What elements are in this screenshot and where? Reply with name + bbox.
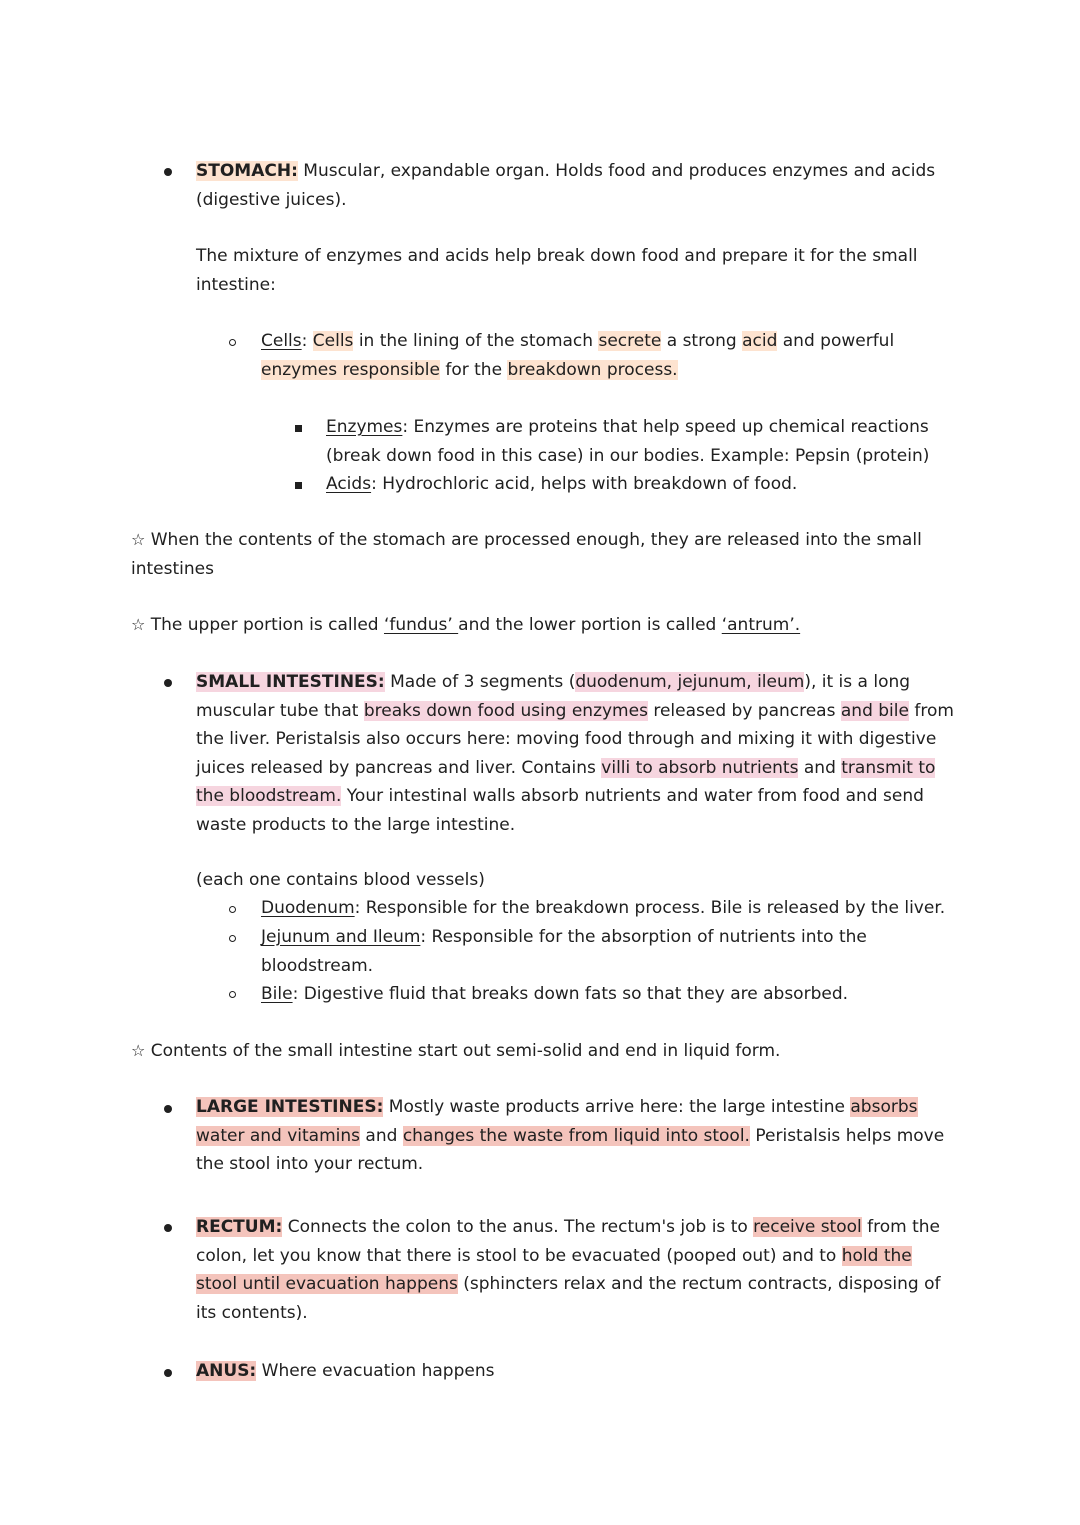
stomach-text: Muscular, expandable organ. Holds food and produces enzymes and acids (digestive juices). [196, 161, 936, 210]
anus-text: Where evacuation happens [256, 1361, 495, 1381]
star-icon: ☆ [131, 1041, 146, 1060]
highlight: hold the stool until evacuation happens [196, 1245, 912, 1294]
small-text: and [798, 757, 842, 778]
small-intestines-item [196, 668, 956, 839]
highlight: changes the waste from liquid into stool. [402, 1125, 750, 1146]
duodenum-text: : Responsible for the breakdown process. Bile is released by the liver. [354, 898, 946, 918]
circle-bullet-icon [229, 339, 236, 346]
jejunum-text: : Responsible for the absorption of nutrients into the bloodstream. [261, 927, 867, 976]
duodenum-label: Duodenum [261, 898, 355, 918]
stomach-item [196, 157, 946, 214]
square-bullet-icon [295, 482, 302, 489]
highlight: and bile [840, 700, 909, 721]
large-intestines-item [196, 1093, 956, 1179]
highlight: secrete [598, 331, 662, 351]
highlight: transmit to the bloodstream. [196, 757, 936, 806]
note-text: and the lower portion is called [458, 615, 722, 635]
stomach-paragraph: The mixture of enzymes and acids help break down food and prepare it for the small intestine: [196, 246, 918, 295]
highlight: acid [742, 331, 778, 351]
cells-text: in the lining of the stomach [353, 331, 599, 351]
large-text: and [360, 1125, 403, 1146]
enzymes-item [326, 413, 946, 470]
cells-label: Cells [261, 331, 302, 351]
star-icon: ☆ [131, 530, 146, 549]
circle-bullet-icon [229, 935, 236, 942]
small-text: Your intestinal walls absorb nutrients and water from food and send waste products to the large intestine. [196, 786, 924, 835]
bullet-icon [164, 679, 172, 687]
highlight: Cells [312, 331, 354, 351]
cells-text: a strong [661, 331, 743, 351]
small-intestines-term: SMALL INTESTINES: [196, 672, 385, 692]
rectum-text: Connects the colon to the anus. The rectum's job is to [282, 1217, 754, 1237]
bullet-icon [164, 168, 172, 176]
rectum-text: (sphincters relax and the rectum contracts, disposing of its contents). [196, 1274, 941, 1323]
bullet-icon [164, 1224, 172, 1232]
note-text: Contents of the small intestine start out semi-solid and end in liquid form. [145, 1041, 781, 1061]
star-icon: ☆ [131, 615, 146, 634]
note-stomach-release [131, 526, 931, 583]
cells-colon: : [301, 331, 313, 351]
small-text: from the liver. Peristalsis also occurs here: moving food through and mixing it with digestive juices released by pancreas and liver. Contains [196, 700, 954, 778]
jejunum-label: Jejunum and Ileum [261, 927, 421, 947]
anus-item [196, 1357, 896, 1386]
small-text: ), it is a long muscular tube that [196, 672, 911, 721]
note-text: When the contents of the stomach are processed enough, they are released into the small intestines [131, 530, 922, 579]
square-bullet-icon [295, 425, 302, 432]
enzymes-text: : Enzymes are proteins that help speed up chemical reactions (break down food in this case) in our bodies. Example: Pepsin (protein) [326, 417, 930, 466]
bile-text: : Digestive fluid that breaks down fats so that they are absorbed. [292, 984, 849, 1004]
jejunum-ileum-item [261, 923, 901, 980]
highlight: villi to absorb nutrients [601, 757, 799, 778]
rectum-term: RECTUM: [196, 1217, 283, 1237]
note-fundus-antrum [131, 611, 931, 640]
small-text: Made of 3 segments ( [384, 672, 576, 692]
acids-item [326, 470, 946, 499]
large-text: Mostly waste products arrive here: the large intestine [383, 1097, 851, 1117]
rectum-item [196, 1213, 956, 1327]
highlight: absorbs water and vitamins [196, 1097, 918, 1146]
bile-label: Bile [261, 984, 293, 1004]
stomach-term: STOMACH: [196, 161, 298, 181]
highlight: breakdown process. [507, 359, 678, 380]
duodenum-item [261, 894, 961, 923]
rectum-text: from the colon, let you know that there is stool to be evacuated (pooped out) and to [196, 1217, 941, 1266]
large-text: Peristalsis helps move the stool into your rectum. [196, 1125, 945, 1174]
bile-item [261, 980, 941, 1009]
cells-item [261, 327, 911, 384]
antrum-term: ‘antrum’. [721, 615, 801, 635]
blood-vessels-note: (each one contains blood vessels) [196, 870, 485, 890]
bullet-icon [164, 1369, 172, 1377]
acids-text: : Hydrochloric acid, helps with breakdown of food. [371, 474, 798, 494]
highlight: receive stool [753, 1217, 862, 1237]
highlight: enzymes responsible [261, 359, 440, 380]
fundus-term: ‘fundus’ [383, 615, 459, 635]
small-text: released by pancreas [647, 700, 841, 721]
acids-label: Acids [326, 474, 372, 494]
bullet-icon [164, 1105, 172, 1113]
cells-text: for the [439, 359, 508, 380]
highlight: breaks down food using enzymes [363, 700, 648, 721]
anus-term: ANUS: [196, 1361, 257, 1381]
enzymes-label: Enzymes [326, 417, 403, 437]
circle-bullet-icon [229, 906, 236, 913]
note-text: The upper portion is called [145, 615, 384, 635]
note-contents-liquid [131, 1037, 931, 1066]
large-intestines-term: LARGE INTESTINES: [196, 1097, 384, 1117]
cells-text: and powerful [777, 331, 895, 351]
circle-bullet-icon [229, 991, 236, 998]
highlight: duodenum, jejunum, ileum [575, 672, 805, 692]
